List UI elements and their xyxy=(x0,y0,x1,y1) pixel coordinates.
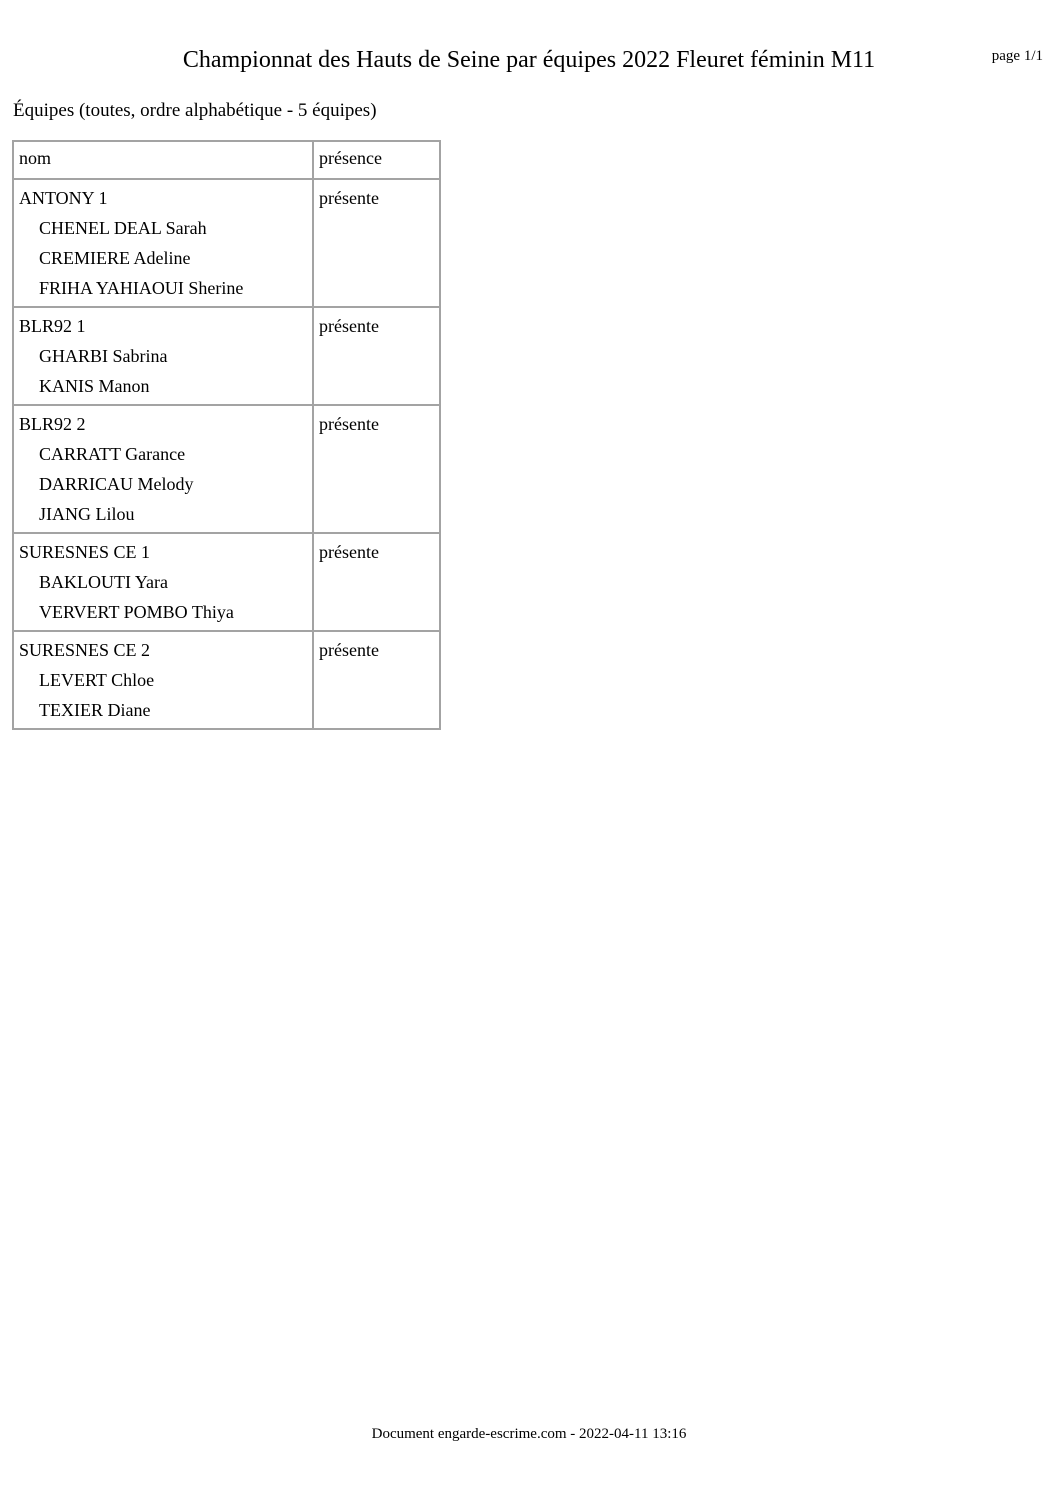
team-member: GHARBI Sabrina xyxy=(39,346,168,366)
team-presence: présente xyxy=(313,533,440,631)
table-row xyxy=(13,533,440,631)
team-member: LEVERT Chloe xyxy=(39,670,155,690)
team-presence: présente xyxy=(313,405,440,533)
team-member: FRIHA YAHIAOUI Sherine xyxy=(39,278,244,298)
column-header-name: nom xyxy=(13,141,313,179)
table-header-row xyxy=(13,141,440,179)
page-number: page 1/1 xyxy=(991,48,1043,64)
column-header-presence: présence xyxy=(313,141,440,179)
team-member: CARRATT Garance xyxy=(39,444,186,464)
team-cell xyxy=(13,307,313,405)
table-row xyxy=(13,307,440,405)
table-row xyxy=(13,405,440,533)
team-presence: présente xyxy=(313,179,440,307)
team-presence: présente xyxy=(313,631,440,729)
team-name: SURESNES CE 2 xyxy=(19,640,151,660)
team-cell xyxy=(13,631,313,729)
team-member: BAKLOUTI Yara xyxy=(39,572,168,592)
team-name: BLR92 1 xyxy=(19,316,86,336)
team-member: KANIS Manon xyxy=(39,376,150,396)
team-member: VERVERT POMBO Thiya xyxy=(39,602,234,622)
table-row xyxy=(13,179,440,307)
team-member: CREMIERE Adeline xyxy=(39,248,191,268)
team-member: JIANG Lilou xyxy=(39,504,135,524)
section-heading: Équipes (toutes, ordre alphabétique - 5 équipes) xyxy=(13,100,377,121)
team-cell xyxy=(13,179,313,307)
team-member: DARRICAU Melody xyxy=(39,474,194,494)
team-cell xyxy=(13,533,313,631)
team-name: BLR92 2 xyxy=(19,414,86,434)
team-cell xyxy=(13,405,313,533)
table-row xyxy=(13,631,440,729)
teams-table xyxy=(12,140,441,730)
document-footer: Document engarde-escrime.com - 2022-04-11 13:16 xyxy=(371,1426,687,1442)
document-title: Championnat des Hauts de Seine par équipes 2022 Fleuret féminin M11 xyxy=(182,47,876,73)
team-name: ANTONY 1 xyxy=(19,188,108,208)
team-presence: présente xyxy=(313,307,440,405)
team-member: TEXIER Diane xyxy=(39,700,151,720)
team-name: SURESNES CE 1 xyxy=(19,542,151,562)
team-member: CHENEL DEAL Sarah xyxy=(39,218,207,238)
